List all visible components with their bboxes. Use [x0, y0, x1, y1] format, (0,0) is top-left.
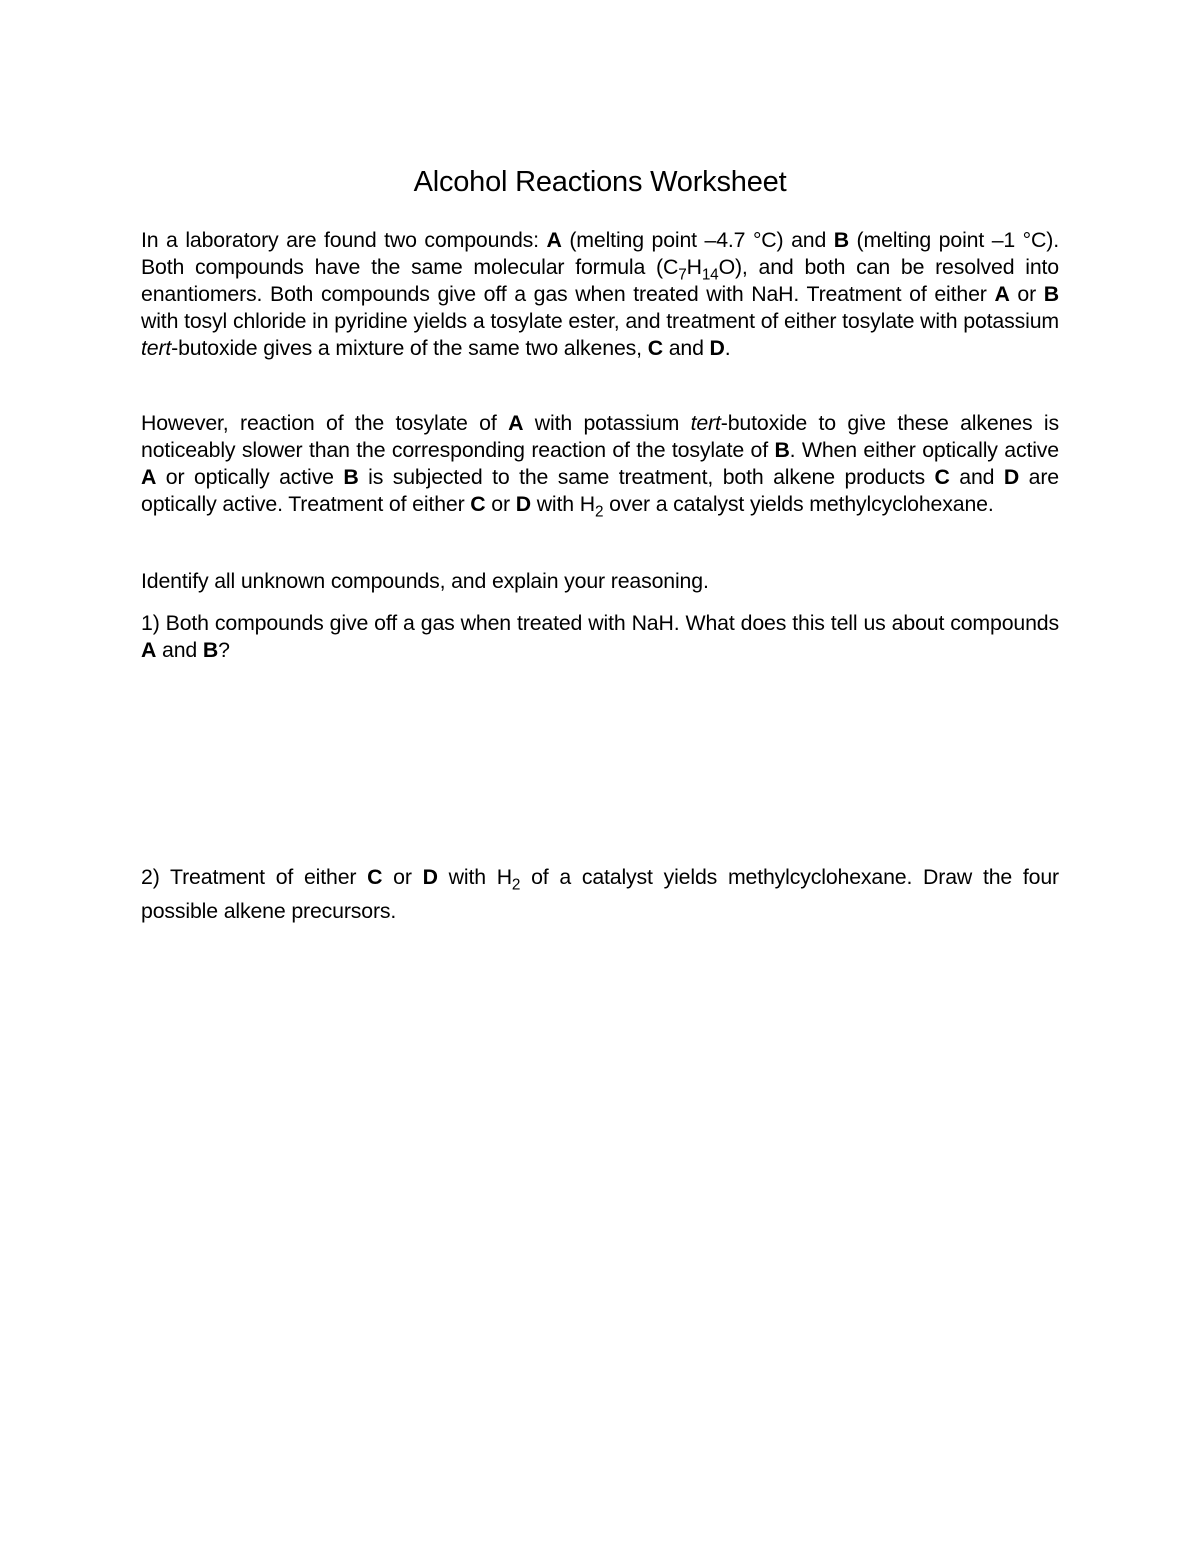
text-run: are optically active. Treatment of either — [141, 465, 1059, 516]
text-run: of a catalyst yields methylcyclohexane. Draw the four possible alkene precursors. — [141, 865, 1059, 923]
compound-label-d: D — [1003, 465, 1020, 489]
text-run: over a catalyst yields methylcyclohexane. — [603, 492, 994, 516]
compound-label-d: D — [422, 865, 438, 889]
intro-paragraph — [141, 227, 1059, 362]
text-run: with H — [530, 492, 595, 516]
compound-label-b: B — [833, 228, 849, 252]
text-run: H — [686, 255, 702, 279]
subscript: 2 — [511, 876, 521, 894]
compound-label-b: B — [774, 438, 790, 462]
text-run: with H — [437, 865, 512, 889]
text-run: O), and both can be resolved into enantiomers. Both compounds give off a gas when treated with NaH. Treatment of either — [141, 255, 1059, 306]
text-run: 1) Both compounds give off a gas when treated with NaH. What does this tell us about compounds — [141, 611, 1059, 635]
text-run: with tosyl chloride in pyridine yields a tosylate ester, and treatment of either tosylate with potassium — [141, 309, 1059, 333]
text-run: or optically active — [156, 465, 344, 489]
text-run: (melting point –4.7 °C) and — [561, 228, 834, 252]
text-run: with potassium — [523, 411, 691, 435]
text-run: 2) Treatment of either — [141, 865, 368, 889]
text-run: and — [662, 336, 710, 360]
compound-label-a: A — [994, 282, 1010, 306]
compound-label-a: A — [546, 228, 562, 252]
subscript: 2 — [594, 503, 604, 521]
italic-tert: tert — [141, 336, 172, 360]
compound-label-c: C — [934, 465, 950, 489]
second-paragraph — [141, 410, 1059, 521]
text-run: or — [485, 492, 516, 516]
compound-label-a: A — [508, 411, 524, 435]
question-1 — [141, 610, 1059, 664]
text-run: or — [1009, 282, 1044, 306]
compound-label-b: B — [202, 638, 219, 662]
subscript: 14 — [701, 266, 719, 284]
text-run: -butoxide gives a mixture of the same two alkenes, — [171, 336, 648, 360]
text-run: (melting point –1 °C). Both compounds have the same molecular formula (C — [141, 228, 1059, 279]
instruction-paragraph: Identify all unknown compounds, and explain your reasoning. — [141, 569, 709, 593]
text-run: is subjected to the same treatment, both alkene products — [358, 465, 935, 489]
compound-label-b: B — [1043, 282, 1060, 306]
compound-label-d: D — [515, 492, 531, 516]
italic-tert: tert — [690, 411, 721, 435]
compound-label-c: C — [367, 865, 383, 889]
compound-label-a: A — [141, 465, 157, 489]
compound-label-d: D — [709, 336, 725, 360]
compound-label-b: B — [343, 465, 359, 489]
text-run: or — [382, 865, 423, 889]
subscript: 7 — [678, 266, 687, 284]
text-run: and — [949, 465, 1004, 489]
compound-label-c: C — [647, 336, 663, 360]
text-run: and — [156, 638, 203, 662]
text-run: -butoxide to give these alkenes is noticeably slower than the corresponding reaction of the tosylate of — [141, 411, 1059, 462]
page-title: Alcohol Reactions Worksheet — [413, 166, 787, 198]
text-run: In a laboratory are found two compounds: — [141, 228, 547, 252]
text-run: ? — [218, 638, 230, 662]
text-run: . When either optically active — [789, 438, 1059, 462]
question-2 — [141, 860, 1059, 928]
text-run: . — [724, 336, 731, 360]
text-run: However, reaction of the tosylate of — [141, 411, 509, 435]
compound-label-a: A — [141, 638, 157, 662]
compound-label-c: C — [470, 492, 486, 516]
